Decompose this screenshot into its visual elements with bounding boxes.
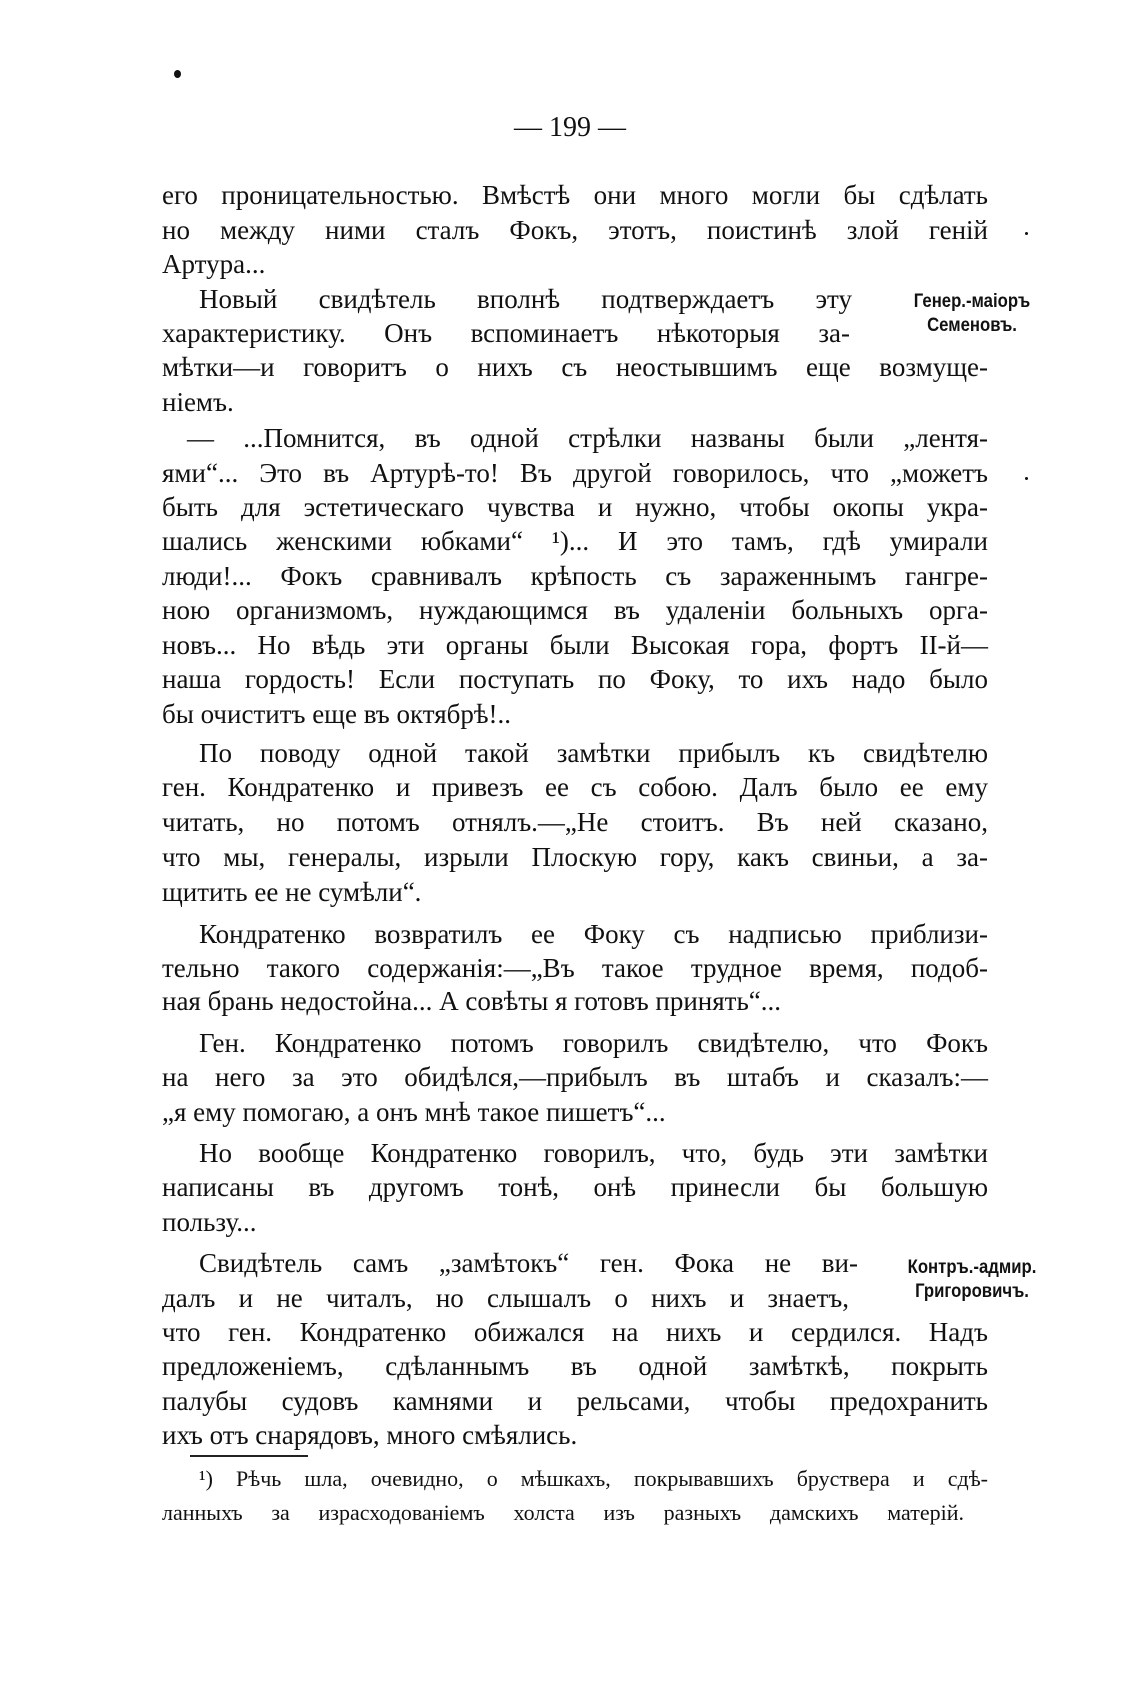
text-line: щитить ее не сумѣли“.: [162, 877, 422, 907]
speck-mark: [1025, 232, 1028, 235]
text-line: написаны въ другомъ тонѣ, онѣ принесли бы большую: [162, 1172, 988, 1202]
text-line: но между ними сталъ Фокъ, этотъ, поистинѣ злой генiй: [162, 215, 988, 245]
text-line: пользу...: [162, 1207, 257, 1237]
text-line: на него за это обидѣлся,—прибылъ въ штабъ и сказалъ:—: [162, 1062, 988, 1092]
margin-note-grigorovich: [893, 1256, 1051, 1304]
margin-note-line: Григоровичъ.: [915, 1281, 1029, 1302]
text-line: — ...Помнится, въ одной стрѣлки названы были „лентя-: [187, 423, 988, 453]
text-line: Свидѣтель самъ „замѣтокъ“ ген. Фока не ви-: [199, 1248, 858, 1278]
text-line: палубы судовъ камнями и рельсами, чтобы предохранить: [162, 1386, 988, 1416]
margin-note-semenov: [893, 290, 1051, 338]
speck-mark: [174, 70, 181, 78]
text-line: Но вообще Кондратенко говорилъ, что, будь эти замѣтки: [199, 1138, 988, 1168]
text-line: „я ему помогаю, а онъ мнѣ такое пишетъ“...: [162, 1097, 666, 1127]
text-line: ями“... Это въ Артурѣ-то! Въ другой говорилось, что „можетъ: [162, 458, 988, 488]
page-number: — 199 —: [514, 112, 626, 143]
text-line: быть для эстетическаго чувства и нужно, чтобы окопы укра-: [162, 492, 988, 522]
speck-mark: [1025, 477, 1028, 480]
text-line: читать, но потомъ отнялъ.—„Не стоитъ. Въ ней сказано,: [162, 807, 988, 837]
text-line: нiемъ.: [162, 387, 234, 417]
text-line: Артура...: [162, 249, 266, 279]
footnote-line: ланныхъ за израсходованiемъ холста изъ разныхъ дамскихъ матерiй.: [162, 1500, 964, 1525]
text-line: По поводу одной такой замѣтки прибылъ къ свидѣтелю: [199, 738, 988, 768]
text-line: что ген. Кондратенко обижался на нихъ и сердился. Надъ: [162, 1317, 988, 1347]
margin-note-line: Семеновъ.: [927, 315, 1017, 336]
text-line: ген. Кондратенко и привезъ ее съ собою. Далъ было ее ему: [162, 772, 988, 802]
text-line: что мы, генералы, изрыли Плоскую гору, какъ свиньи, а за-: [162, 842, 988, 872]
text-line: тельно такого содержанiя:—„Въ такое трудное время, подоб-: [162, 953, 988, 983]
text-line: характеристику. Онъ вспоминаетъ нѣкоторыя за-: [162, 318, 850, 348]
text-line: его проницательностью. Вмѣстѣ они много могли бы сдѣлать: [162, 180, 988, 210]
text-line: люди!... Фокъ сравнивалъ крѣпость съ зараженнымъ гангре-: [162, 561, 988, 591]
text-line: шались женскими юбками“ ¹)... И это тамъ, гдѣ умирали: [162, 526, 988, 556]
text-line: новъ... Но вѣдь эти органы были Высокая гора, фортъ II-й—: [162, 630, 988, 660]
text-line: ною организмомъ, нуждающимся въ удаленiи больныхъ орга-: [162, 595, 988, 625]
text-line: ихъ отъ снарядовъ, много смѣялись.: [162, 1420, 578, 1450]
text-line: бы очиститъ еще въ октябрѣ!..: [162, 699, 512, 729]
text-line: Ген. Кондратенко потомъ говорилъ свидѣтелю, что Фокъ: [199, 1028, 988, 1058]
text-line: наша гордость! Если поступать по Фоку, то ихъ надо было: [162, 664, 988, 694]
footnote-rule: [190, 1455, 308, 1457]
footnote-line: ¹) Рѣчь шла, очевидно, о мѣшкахъ, покрывавшихъ брустверa и сдѣ-: [199, 1466, 988, 1491]
text-line: Новый свидѣтель вполнѣ подтверждаетъ эту: [199, 284, 852, 314]
margin-note-line: Генер.-маiоръ: [913, 291, 1031, 312]
text-line: далъ и не читалъ, но слышалъ о нихъ и знаетъ,: [162, 1283, 849, 1313]
text-line: Кондратенко возвратилъ ее Фоку съ надписью приблизи-: [199, 919, 988, 949]
text-line: мѣтки—и говоритъ о нихъ съ неостывшимъ еще возмуще-: [162, 352, 988, 382]
text-line: ная брань недостойна... А совѣты я готовъ принять“...: [162, 986, 782, 1016]
text-line: предложенiемъ, сдѣланнымъ въ одной замѣткѣ, покрыть: [162, 1351, 988, 1381]
margin-note-line: Контръ.-адмир.: [907, 1257, 1037, 1278]
